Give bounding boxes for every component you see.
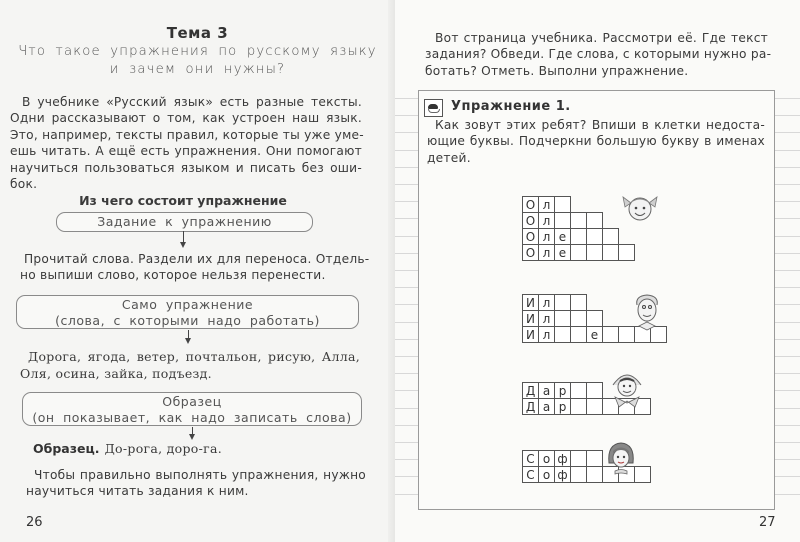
exercise-text-line: детей. (427, 150, 471, 165)
arrow-down-icon (183, 231, 184, 245)
section-heading: Из чего состоит упражнение (79, 193, 287, 208)
empty-letter-cell[interactable] (554, 310, 571, 327)
empty-letter-cell[interactable] (586, 466, 603, 483)
empty-letter-cell[interactable] (570, 466, 587, 483)
task-box-label: Задание к упражнению (97, 214, 272, 229)
sample-box (22, 392, 362, 426)
exercise-text (427, 117, 765, 166)
intro-line: задания? Обведи. Где слова, с которыми нужно ра- (425, 47, 772, 62)
intro-paragraph (10, 94, 362, 192)
girl-bob-icon (605, 441, 637, 479)
topic-subtitle-line2: и зачем они нужны? (109, 62, 286, 77)
sample-line (33, 438, 222, 457)
exercise-text-line: Как зовут этих ребят? Впиши в клетки недоста- (435, 118, 765, 132)
letter-grid-row-olya (523, 245, 635, 262)
empty-letter-cell[interactable] (586, 398, 603, 415)
task-line: Прочитай слова. Раздели их для переноса. Отдель- (24, 252, 370, 266)
page-number: 26 (26, 515, 43, 530)
empty-letter-cell[interactable] (554, 212, 571, 229)
topic-title: Тема 3 (166, 24, 229, 42)
letter-cell: ф (554, 450, 571, 467)
left-page (0, 0, 395, 542)
words-paragraph (20, 348, 360, 382)
letter-cell: л (538, 212, 555, 229)
sample-label: Образец. (33, 441, 100, 456)
closing-line: Чтобы правильно выполнять упражнения, нужно (34, 468, 366, 482)
letter-cell: И (522, 310, 539, 327)
letter-cell: е (554, 228, 571, 245)
letter-cell: л (538, 196, 555, 213)
letter-cell: Д (522, 398, 539, 415)
sample-text: До-рога, доро-га. (104, 441, 223, 456)
empty-letter-cell[interactable] (570, 228, 587, 245)
letter-cell: С (522, 450, 539, 467)
letter-cell: л (538, 294, 555, 311)
empty-letter-cell[interactable] (570, 310, 587, 327)
empty-letter-cell[interactable] (554, 326, 571, 343)
letter-cell: С (522, 466, 539, 483)
page-number: 27 (759, 515, 776, 530)
task-line: но выпиши слово, которое нельзя перенести. (20, 268, 326, 283)
empty-letter-cell[interactable] (570, 382, 587, 399)
empty-letter-cell[interactable] (586, 228, 603, 245)
empty-letter-cell[interactable] (602, 228, 619, 245)
intro-line: научиться пользоваться языком и писать без оши- (10, 160, 362, 175)
empty-letter-cell[interactable] (602, 244, 619, 261)
letter-cell: Д (522, 382, 539, 399)
arrow-down-icon (192, 427, 193, 437)
empty-letter-cell[interactable] (586, 382, 603, 399)
letter-cell: л (538, 244, 555, 261)
letter-cell: О (522, 228, 539, 245)
letter-cell: И (522, 294, 539, 311)
exercise-box-line2: (слова, с которыми надо работать) (55, 313, 320, 328)
right-page (395, 0, 800, 542)
words-line: Дорога, ягода, ветер, почтальон, рисую, Алла, (28, 349, 360, 364)
boy-curly-icon (631, 293, 663, 333)
intro-line: Вот страница учебника. Рассмотри её. Где текст (435, 31, 768, 45)
empty-letter-cell[interactable] (570, 294, 587, 311)
empty-letter-cell[interactable] (570, 212, 587, 229)
girl-headscarf-icon (609, 369, 645, 409)
letter-cell: О (522, 196, 539, 213)
letter-cell: ф (554, 466, 571, 483)
exercise-title: Упражнение 1. (451, 99, 571, 114)
letter-cell: л (538, 326, 555, 343)
sample-box-line1: Образец (162, 394, 222, 409)
letter-cell: о (538, 466, 555, 483)
girl-pigtails-icon (619, 191, 661, 227)
intro-line: ешь читать. А ещё есть упражнения. Они помогают (10, 144, 362, 159)
intro-line: Одни рассказывают о том, как устроен наш язык. (10, 111, 362, 126)
empty-letter-cell[interactable] (570, 326, 587, 343)
letter-cell: е (586, 326, 603, 343)
letter-cell: л (538, 228, 555, 245)
empty-letter-cell[interactable] (570, 450, 587, 467)
letter-cell: р (554, 382, 571, 399)
empty-letter-cell[interactable] (586, 310, 603, 327)
letter-cell: а (538, 398, 555, 415)
task-paragraph (20, 251, 370, 284)
empty-letter-cell[interactable] (618, 244, 635, 261)
exercise-box-line1: Само упражнение (121, 297, 254, 312)
intro-line: ботать? Отметь. Выполни упражнение. (425, 63, 689, 78)
empty-letter-cell[interactable] (570, 398, 587, 415)
topic-subtitle-line1: Что такое упражнения по русскому языку (18, 44, 377, 59)
letter-cell: о (538, 450, 555, 467)
empty-letter-cell[interactable] (602, 326, 619, 343)
intro-line: Это, например, тексты правил, которые ты уже уме- (10, 127, 364, 142)
empty-letter-cell[interactable] (586, 212, 603, 229)
exercise-text-line: ющие буквы. Подчеркни большую букву в именах (427, 134, 765, 149)
letter-cell: И (522, 326, 539, 343)
empty-letter-cell[interactable] (586, 244, 603, 261)
letter-cell: л (538, 310, 555, 327)
exercise-icon (424, 99, 443, 117)
letter-cell: а (538, 382, 555, 399)
letter-cell: О (522, 244, 539, 261)
words-line: Оля, осина, зайка, подъезд. (20, 366, 212, 381)
letter-cell: О (522, 212, 539, 229)
exercise-box (16, 295, 359, 329)
task-box (56, 212, 313, 232)
closing-line: научиться читать задания к ним. (26, 484, 249, 499)
letter-cell: е (554, 244, 571, 261)
right-intro-paragraph (425, 30, 772, 79)
letter-cell: р (554, 398, 571, 415)
exercise-panel (418, 90, 775, 510)
closing-paragraph (26, 467, 366, 500)
empty-letter-cell[interactable] (554, 196, 571, 213)
empty-letter-cell[interactable] (570, 244, 587, 261)
empty-letter-cell[interactable] (554, 294, 571, 311)
arrow-down-icon (188, 330, 189, 341)
sample-box-line2: (он показывает, как надо записать слова) (32, 410, 352, 425)
intro-line: В учебнике «Русский язык» есть разные тексты. (22, 95, 362, 109)
empty-letter-cell[interactable] (586, 450, 603, 467)
intro-line: бок. (10, 177, 38, 192)
